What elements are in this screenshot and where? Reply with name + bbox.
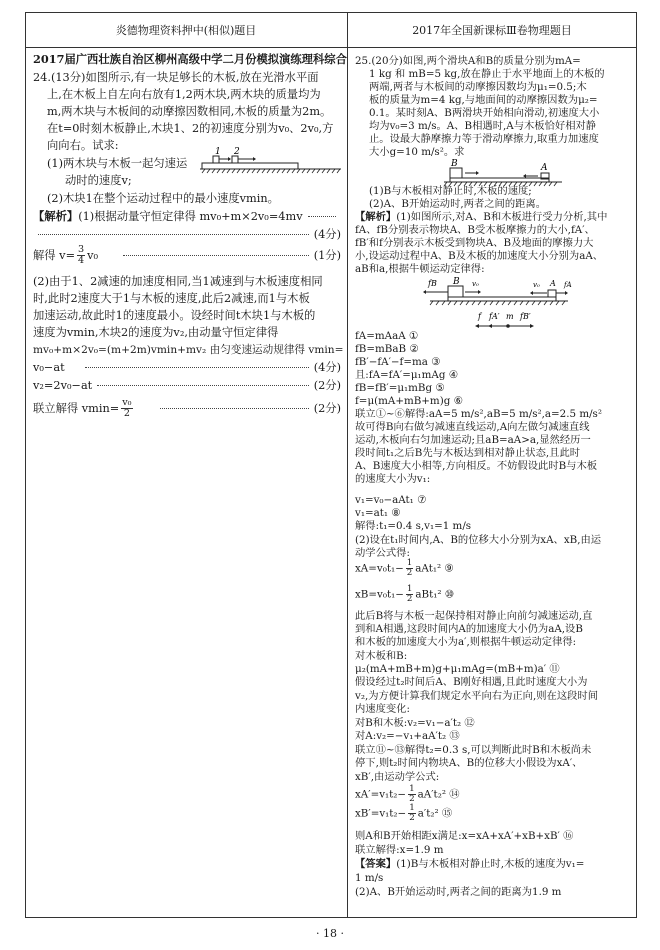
solution-line <box>355 212 633 222</box>
equation-line: 联立解得:x=1.9 m <box>355 844 444 856</box>
solution-line: fB′和f分别表示木板受到物块A、B及地面的摩擦力大 <box>355 237 594 249</box>
equation-line: (2)设在t₁时间内,A、B的位移大小分别为xA、xB,由运 <box>355 534 602 546</box>
solution-line: 时,此时2速度大于1与木板的速度,此后2减速,而1与木板 <box>33 292 310 305</box>
equation-line: 对木板和B: <box>355 650 408 662</box>
equation-line: 段时间t₁之后B先与木板达到相对静止状态,且此时 <box>355 447 581 459</box>
ask-line: (1)B与木板相对静止时,木板的速度; <box>369 185 532 197</box>
solution-line: (2)由于1、2减速的加速度相同,当1减速到与木板速度相同 <box>33 275 323 288</box>
solution-text: v₀−at <box>33 361 65 374</box>
equation-line: 和木板的加速度大小为a′,则根据牛顿运动定律得: <box>355 636 577 648</box>
question-line: 上,在木板上自左向右放有1,2两木块,两木块的质量均为 <box>47 88 321 101</box>
solution-line: fA、fB分别表示物块A、B受木板摩擦力的大小,fA′、 <box>355 224 595 236</box>
dotted-leader <box>38 234 309 235</box>
force-fb-label: fB <box>428 279 437 288</box>
sliders-on-board-figure <box>440 157 575 187</box>
question-line: 均为v₀=3 m/s。A、B相遇时,A与木板恰好相对静 <box>369 120 597 132</box>
dotted-leader <box>308 216 336 217</box>
equation-line: 联立⑪~⑬解得t₂=0.3 s,可以判断此时B和木板尚未 <box>355 744 592 756</box>
fraction: $\frac{\text{v₀}}{2}$ <box>122 397 132 420</box>
header-divider <box>25 47 637 48</box>
source-line: 2017届广西壮族自治区柳州高级中学二月份模拟演练理科综合 <box>33 52 347 66</box>
equation-line: 联立①~⑥解得:aA=5 m/s²,aB=5 m/s²,a=2.5 m/s² <box>355 408 602 420</box>
equation-line: v₂,为方便计算我们规定水平向右为正向,则在这段时间 <box>355 690 599 702</box>
force-f-label: f <box>478 312 481 321</box>
solution-text: v₂=2v₀−at <box>33 379 93 392</box>
equation-line: v₁=at₁ ⑧ <box>355 507 401 519</box>
answer-line: 1 m/s <box>355 872 384 884</box>
equation-line: 则A和B开始相距x满足:x=xA+xA′+xB+xB′ ⑯ <box>355 830 574 842</box>
question-line: 止。设最大静摩擦力等于滑动摩擦力,取重力加速度 <box>369 133 599 145</box>
equation-line: 对A:v₂=−v₁+aA′t₂ ⑬ <box>355 730 460 742</box>
answer-text: (1)B与木板相对静止时,木板的速度为v₁= <box>396 858 585 870</box>
equation-line: fA=mAaA ① <box>355 330 419 342</box>
equation-line: f=μ(mA+mB+m)g ⑥ <box>355 395 463 407</box>
fraction: $\frac{3}{4}$ <box>78 244 85 267</box>
equation-line: xB=v₀t₁− $\frac{1}{2}$ aBt₁² ⑩ <box>355 584 455 605</box>
force-fb-prime-label: fB′ <box>520 312 531 321</box>
equation-line: xA′=v₁t₂− $\frac{1}{2}$ aA′t₂² ⑭ <box>355 784 460 805</box>
equation-line: 运动,木板向右匀加速运动;且aB=aA>a,显然经历一 <box>355 434 591 446</box>
question-line: (2)木块1在整个运动过程中的最小速度vmin。 <box>47 192 279 205</box>
equation-line: 故可得B向右做匀减速直线运动,A向左做匀减速直线 <box>355 421 590 433</box>
analysis-tag: 【解析】 <box>33 209 79 223</box>
solution-text: (1)如图所示,对A、B和木板进行受力分析,其中 <box>396 211 608 223</box>
solution-line <box>33 245 341 266</box>
question-line: 在t=0时刻木板静止,木块1、2的初速度分别为v₀、2v₀,方 <box>47 122 334 135</box>
equation-line: fB=mBaB ② <box>355 343 419 355</box>
equation-line: μ₂(mA+mB+m)g+μ₁mAg=(mB+m)a′ ⑪ <box>355 663 560 675</box>
solution-line <box>33 380 341 391</box>
equation-line: xB′,由运动学公式: <box>355 771 440 783</box>
equation-line: 且:fA=fA′=μ₁mAg ④ <box>355 369 458 381</box>
equation-line: A、B速度大小相等,方向相反。不妨假设此时B与木板 <box>355 460 598 472</box>
equation-line: fB=fB′=μ₁mBg ⑤ <box>355 382 445 394</box>
force-fa-label: fA <box>564 281 572 289</box>
page-number: · 18 · <box>316 927 344 940</box>
solution-line: 速度为vmin,木块2的速度为v₂,由动量守恒定律得 <box>33 326 279 339</box>
column-divider <box>347 12 348 918</box>
solution-line: 小,设运动过程中A、B及木板的加速度大小分别为aA、 <box>355 250 604 262</box>
question-line: 两端,两者与木板间的动摩擦因数均为μ₁=0.5;木 <box>369 81 587 93</box>
block-2-label: 2 <box>234 147 240 157</box>
solution-text: 联立解得 vmin= <box>33 401 120 415</box>
question-line: 24.(13分)如图所示,有一块足够长的木板,放在光滑水平面 <box>33 71 319 84</box>
question-line: (1)两木块与木板一起匀速运 <box>47 157 188 170</box>
equation-line: 动学公式得: <box>355 547 410 559</box>
question-line: 动时的速度v; <box>65 174 132 187</box>
equation-line: xA=v₀t₁− $\frac{1}{2}$ aAt₁² ⑨ <box>355 558 454 579</box>
score: (2分) <box>313 379 341 392</box>
solution-line <box>33 229 341 240</box>
answer-tag: 【答案】 <box>355 858 397 870</box>
dotted-leader <box>160 408 309 409</box>
score: (1分) <box>313 248 341 262</box>
slider-a-label: A <box>550 279 556 288</box>
equation-line: 的速度大小为v₁: <box>355 473 431 485</box>
right-header-title: 2017年全国新课标Ⅲ卷物理题目 <box>412 24 572 37</box>
solution-line: aB和a,根据牛顿运动定律得: <box>355 263 485 275</box>
left-header-title: 炎德物理资料押中(相似)题目 <box>115 24 257 37</box>
solution-line <box>33 211 341 222</box>
solution-text: (1)根据动量守恒定律得 mv₀+m×2v₀=4mv <box>78 210 303 223</box>
solution-line <box>33 398 341 419</box>
answer-line <box>355 859 633 869</box>
question-line: 向向右。试求: <box>47 139 119 152</box>
equation-line: fB′−fA′−f=ma ③ <box>355 356 441 368</box>
question-line: 25.(20分)如图,两个滑块A和B的质量分别为mA= <box>355 55 581 67</box>
force-analysis-figure <box>420 276 570 332</box>
question-line: 大小g=10 m/s²。求 <box>369 146 465 158</box>
equation-line: v₁=v₀−aAt₁ ⑦ <box>355 494 427 506</box>
velocity-a-label: v₀ <box>533 281 540 289</box>
slider-a-label: A <box>541 163 548 173</box>
score: (2分) <box>313 401 341 415</box>
score: (4分) <box>313 228 341 241</box>
analysis-tag: 【解析】 <box>355 211 397 223</box>
equation-line: 此后B将与木板一起保持相对静止向前匀减速运动,直 <box>355 610 593 622</box>
score: (4分) <box>313 361 341 374</box>
question-line: m,两木块与木板间的动摩擦因数相同,木板的质量为2m。 <box>47 105 332 118</box>
mass-m-label: m <box>506 312 514 321</box>
solution-line: mv₀+m×2v₀=(m+2m)vmin+mv₂ 由匀变速运动规律得 vmin= <box>33 344 344 356</box>
velocity-b-label: v₀ <box>472 280 479 288</box>
solution-text: 解得 v= <box>33 248 76 262</box>
slider-b-label: B <box>453 277 460 287</box>
question-line: 板的质量为m=4 kg,与地面间的动摩擦因数为μ₂= <box>369 94 598 106</box>
block-1-label: 1 <box>215 147 221 157</box>
force-fa-prime-label: fA′ <box>489 312 500 321</box>
dotted-leader <box>123 255 309 256</box>
solution-line: 加速运动,故此时1的速度最小。设经时间t木块1与木板的 <box>33 309 316 322</box>
answer-line: (2)A、B开始运动时,两者之间的距离为1.9 m <box>355 886 562 898</box>
equation-line: xB′=v₁t₂− $\frac{1}{2}$ a′t₂² ⑮ <box>355 803 453 824</box>
question-line: 0.1。某时刻A、B两滑块开始相向滑动,初速度大小 <box>369 107 600 119</box>
solution-text: v₀ <box>87 248 99 262</box>
equation-line: 停下,则t₂时间内物块A、B的位移大小假设为xA′、 <box>355 757 583 769</box>
equation-line: 内速度变化: <box>355 703 410 715</box>
dotted-leader <box>85 367 309 368</box>
equation-line: 对B和木板:v₂=v₁−a′t₂ ⑫ <box>355 717 475 729</box>
question-line: 1 kg 和 mB=5 kg,放在静止于水平地面上的木板的 <box>369 68 605 80</box>
ask-line: (2)A、B开始运动时,两者之间的距离。 <box>369 198 547 210</box>
dotted-leader <box>97 385 308 386</box>
equation-line: 到和A相遇,这段时间内A的加速度大小仍为aA,设B <box>355 623 583 635</box>
blocks-on-board-figure <box>198 143 343 179</box>
slider-b-label: B <box>451 159 458 169</box>
equation-line: 假设经过t₂时间后A、B刚好相遇,且此时速度大小为 <box>355 676 588 688</box>
solution-line <box>33 362 341 373</box>
equation-line: 解得:t₁=0.4 s,v₁=1 m/s <box>355 520 472 532</box>
